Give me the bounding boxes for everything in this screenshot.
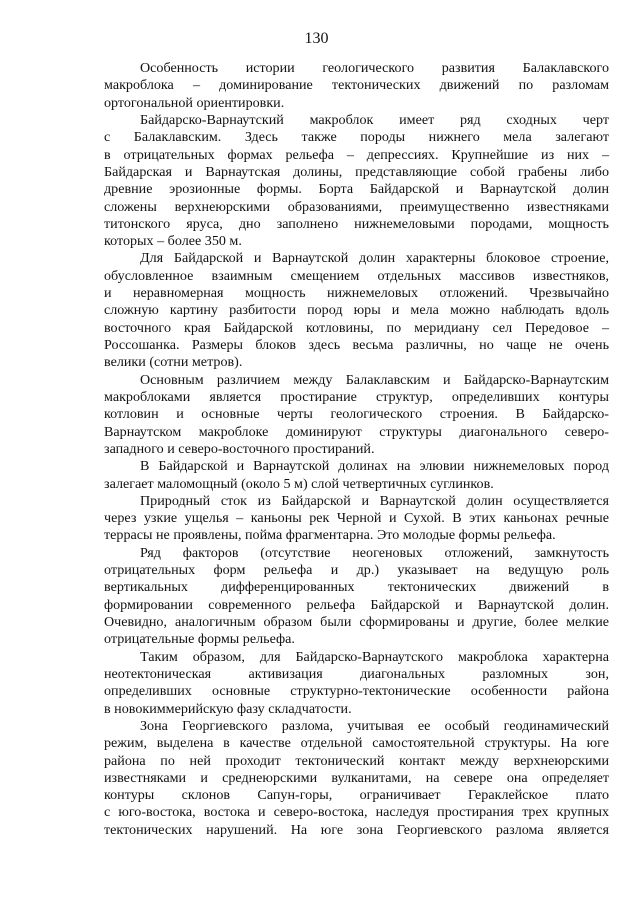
paragraph [104, 372, 609, 459]
paragraph-line: макроблока – доминирование тектонических движений по разломам [104, 77, 609, 94]
paragraph-line: Очевидно, аналогичным образом были сформированы и другие, более мелкие [104, 614, 609, 630]
paragraph-line: определивших основные структурно-тектонические особенности района [104, 683, 609, 700]
paragraph-line: района по ней проходит тектонический контакт между верхнеюрскими [104, 752, 609, 769]
paragraph [104, 250, 609, 371]
paragraph-line: титонского яруса, дно заполнено нижнемеловыми породами, мощность [104, 215, 609, 232]
paragraph-line: западного и северо-восточного простираний. [104, 440, 375, 457]
paragraph-line: вертикальных дифференцированных тектонических движений в [104, 579, 609, 596]
paragraph-line: Варнаутском макроблоке доминируют структуры диагонального северо- [104, 423, 609, 440]
paragraph-line: макроблоками является простирание структур, определивших контуры [104, 388, 609, 405]
paragraph-line: Ряд факторов (отсутствие неогеновых отложений, замкнутость [140, 544, 609, 561]
paragraph-line: с юго-востока, востока и северо-востока, наследуя простирания трех крупных [104, 804, 609, 821]
paragraph-line: отрицательных форм рельефа и др.) указывает на ведущую роль [104, 562, 609, 579]
paragraph-line: известняками и среднеюрскими вулканитами, на севере она определяет [104, 769, 609, 786]
paragraph-line: контуры склонов Сапун-горы, ограничивает Гераклейское плато [104, 787, 609, 804]
paragraph-line: отрицательные формы рельефа. [104, 631, 295, 648]
paragraph-line: Особенность истории геологического развития Балаклавского [140, 60, 609, 76]
paragraph-line: неотектоническая активизация диагональных разломных зон, [104, 665, 609, 682]
paragraph-line: Таким образом, для Байдарско-Варнаутского макроблока характерна [140, 648, 609, 665]
paragraph-line: Байдарско-Варнаутский макроблок имеет ряд сходных черт [140, 111, 609, 128]
paragraph-line: сложены верхнеюрскими образованиями, преимущественно известняками [104, 198, 609, 215]
paragraph-line: формировании современного рельефа Байдарской и Варнаутской долин. [104, 596, 609, 613]
paragraph-line: В Байдарской и Варнаутской долинах на элювии нижнемеловых пород [140, 458, 609, 475]
paragraph-line: Для Байдарской и Варнаутской долин характерны блоковое строение, [140, 250, 609, 267]
paragraph-line: залегает маломощный (около 5 м) слой четвертичных суглинков. [104, 475, 494, 492]
paragraph-line: террасы не проявлены, пойма фрагментарна. Это молодые формы рельефа. [104, 527, 556, 544]
document-body [104, 60, 609, 839]
paragraph-line: в новокиммерийскую фазу складчатости. [104, 700, 352, 717]
paragraph-line: Россошанка. Размеры блоков здесь весьма различны, но чаще не очень [104, 337, 609, 353]
paragraph [104, 112, 609, 251]
paragraph-line: в отрицательных формах рельефа – депрессиях. Крупнейшие из них – [104, 146, 609, 163]
paragraph-line: восточного края Байдарской котловины, по меридиану сел Передовое – [104, 319, 609, 336]
paragraph-line: Природный сток из Байдарской и Варнаутской долин осуществляется [140, 492, 609, 509]
paragraph [104, 493, 609, 545]
paragraph-line: котловин и основные черты геологического строения. В Байдарско- [104, 406, 609, 423]
paragraph-line: велики (сотни метров). [104, 354, 243, 371]
page-number: 130 [304, 30, 329, 47]
paragraph-line: сложную картину разбитости пород юры и мела можно наблюдать вдоль [104, 302, 609, 319]
paragraph-line: через узкие ущелья – каньоны рек Черной и Сухой. В этих каньонах речные [104, 510, 609, 527]
paragraph-line: Зона Георгиевского разлома, учитывая ее особый геодинамический [140, 717, 609, 734]
paragraph-line: ортогональной ориентировки. [104, 94, 285, 111]
paragraph-line: режим, выделена в качестве отдельной самостоятельной структуры. На юге [104, 735, 609, 752]
paragraph-line: с Балаклавским. Здесь также породы нижнего мела залегают [104, 129, 609, 146]
paragraph-line: тектонических нарушений. На юге зона Георгиевского разлома является [104, 821, 609, 838]
paragraph [104, 545, 609, 649]
paragraph [104, 60, 609, 112]
paragraph-line: и неравномерная мощность нижнемеловых отложений. Чрезвычайно [104, 285, 609, 302]
paragraph [104, 718, 609, 839]
paragraph-line: Основным различием между Балаклавским и Байдарско-Варнаутским [140, 371, 609, 388]
paragraph-line: Байдарская и Варнаутская долины, представляющие собой грабены либо [104, 163, 609, 180]
paragraph-line: древние эрозионные формы. Борта Байдарской и Варнаутской долин [104, 181, 609, 198]
paragraph-line: которых – более 350 м. [104, 233, 242, 250]
paragraph [104, 649, 609, 718]
paragraph [104, 458, 609, 493]
paragraph-line: обусловленное взаимным смещением отдельных массивов известняков, [104, 267, 609, 284]
